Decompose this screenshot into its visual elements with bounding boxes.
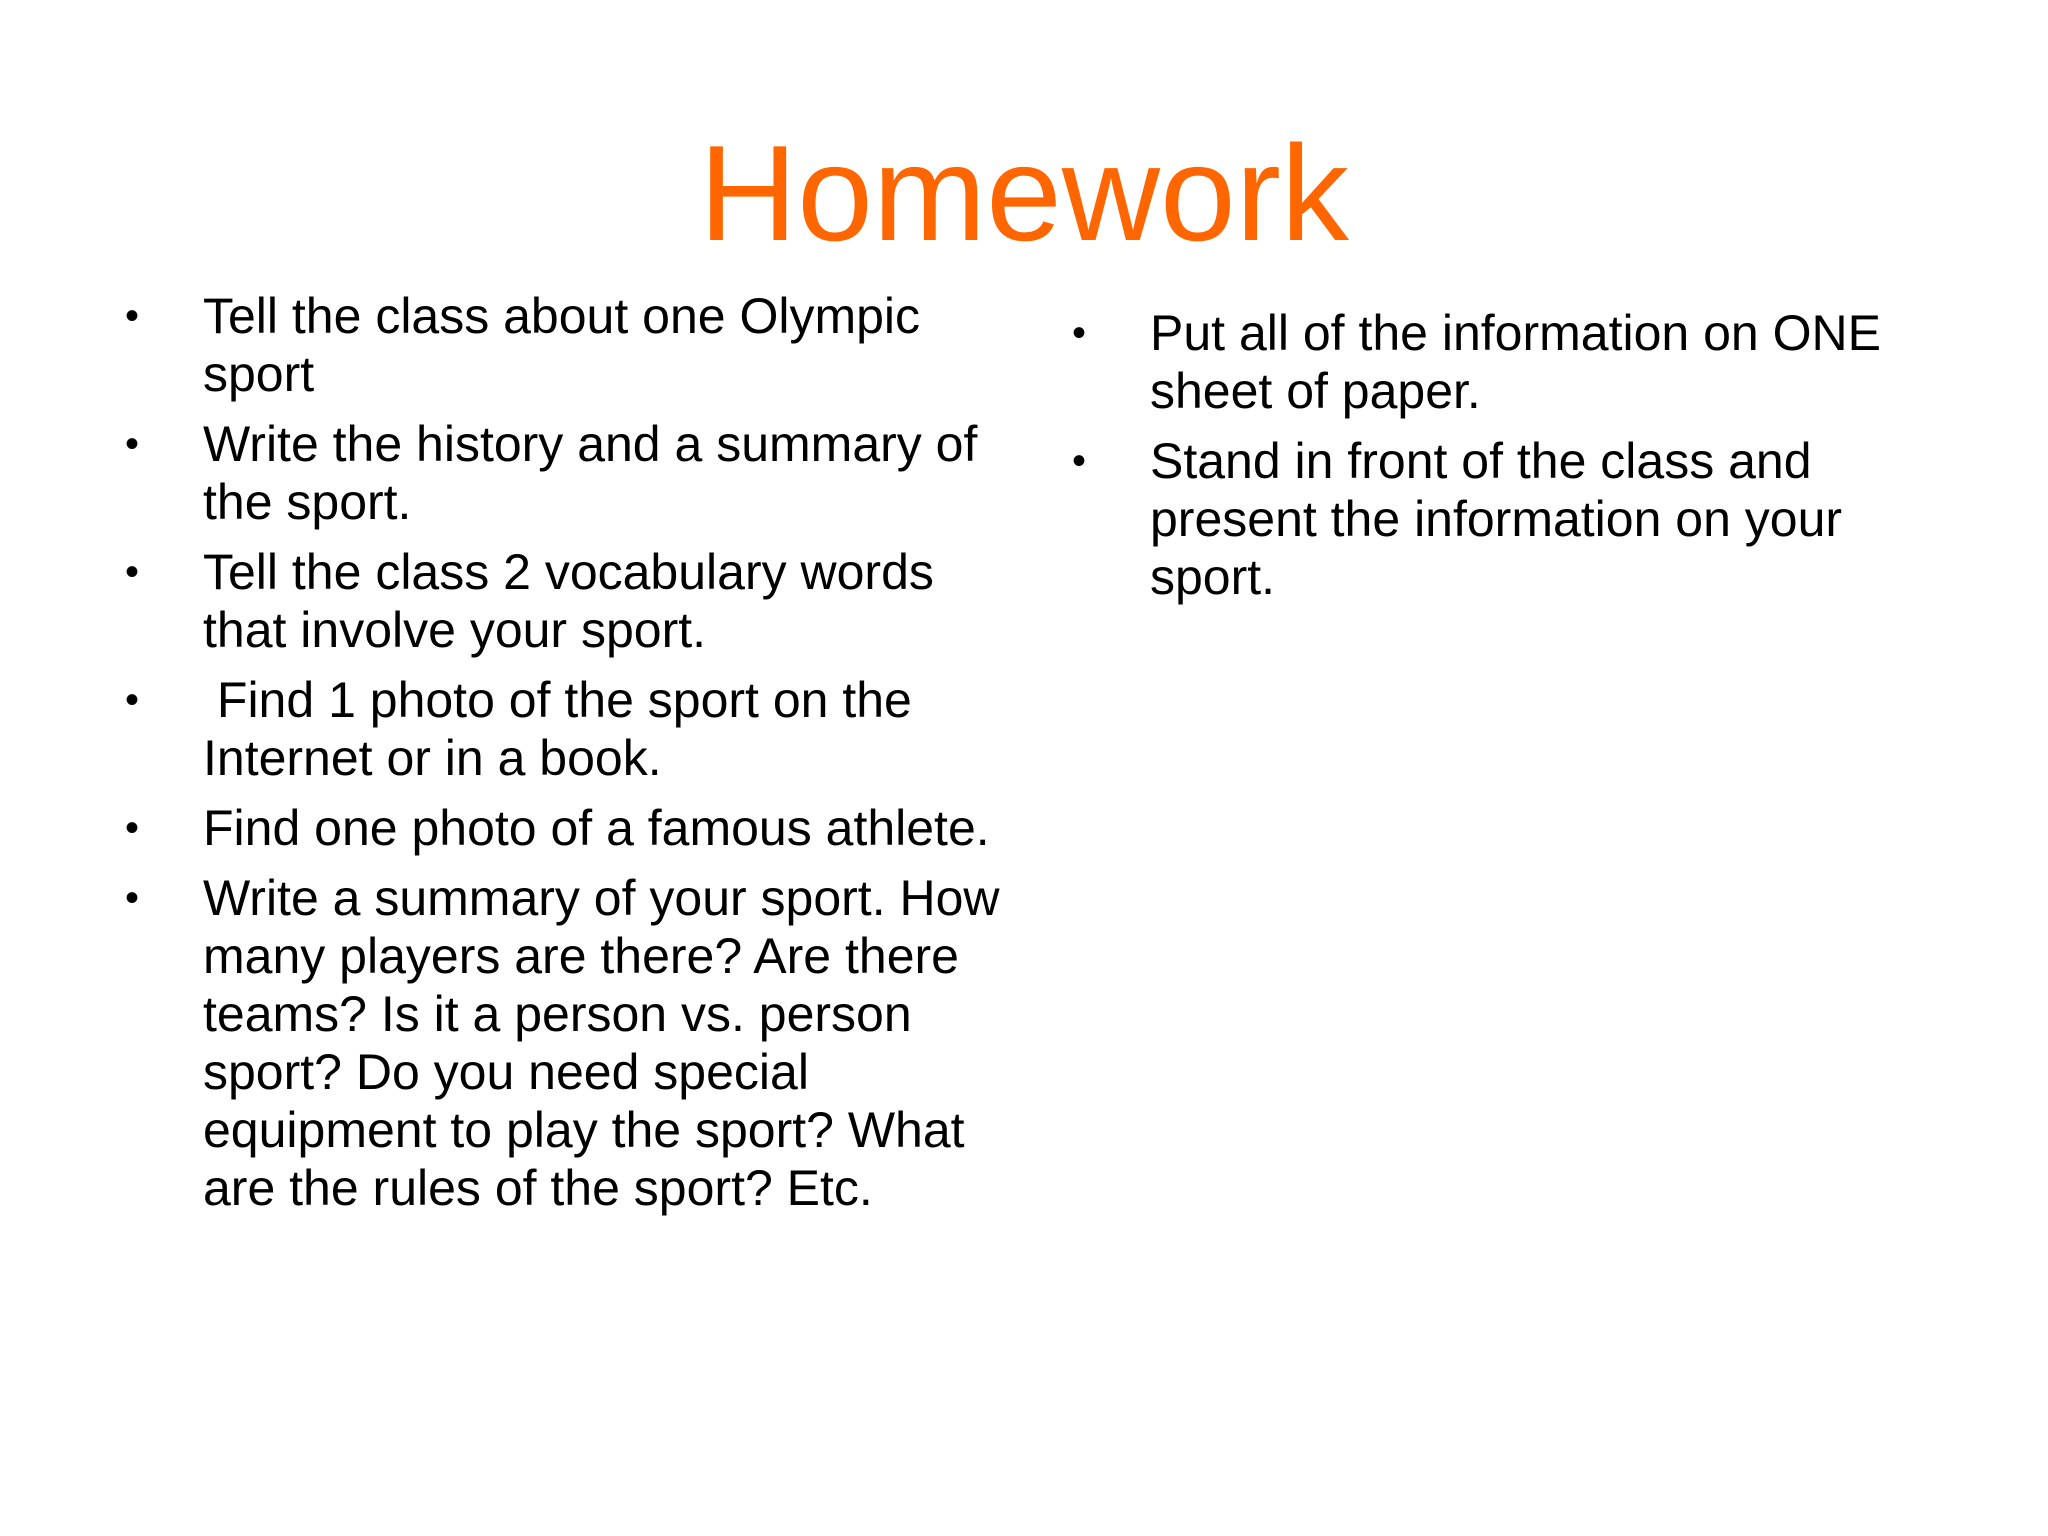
- bullet-icon: •: [125, 876, 140, 920]
- bullet-text: Find one photo of a famous athlete.: [203, 800, 990, 856]
- bullet-item: [125, 543, 1005, 659]
- slide-title: Homework: [699, 117, 1349, 269]
- bullet-icon: •: [125, 294, 140, 338]
- bullet-icon: •: [125, 422, 140, 466]
- left-bullet-list: [125, 287, 1014, 1229]
- bullet-text: Write a summary of your sport. How many players are there? Are there teams? Is it a person vs. person sport? Do you need special equipment to play the sport? What are the rules of the sport? Etc.: [203, 870, 1014, 1216]
- bullet-icon: •: [125, 678, 140, 722]
- bullet-text: Tell the class about one Olympic sport: [203, 288, 934, 402]
- bullet-icon: •: [125, 550, 140, 594]
- bullet-text: Tell the class 2 vocabulary words that involve your sport.: [203, 544, 948, 658]
- bullet-item: [125, 869, 1014, 1217]
- bullet-text: Write the history and a summary of the sport.: [203, 416, 992, 530]
- bullet-item: [1072, 432, 1972, 606]
- bullet-item: [125, 415, 1005, 531]
- bullet-icon: •: [125, 806, 140, 850]
- bullet-icon: •: [1072, 439, 1087, 483]
- bullet-item: [125, 671, 1005, 787]
- bullet-icon: •: [1072, 311, 1087, 355]
- bullet-item: [1072, 304, 1972, 420]
- bullet-text: Find 1 photo of the sport on the Internet or in a book.: [203, 672, 926, 786]
- bullet-text: Stand in front of the class and present the information on your sport.: [1150, 433, 1856, 605]
- bullet-item: [125, 287, 1005, 403]
- bullet-item: [125, 799, 1005, 857]
- right-bullet-list: [1072, 304, 1972, 618]
- bullet-text: Put all of the information on ONE sheet of paper.: [1150, 305, 1895, 419]
